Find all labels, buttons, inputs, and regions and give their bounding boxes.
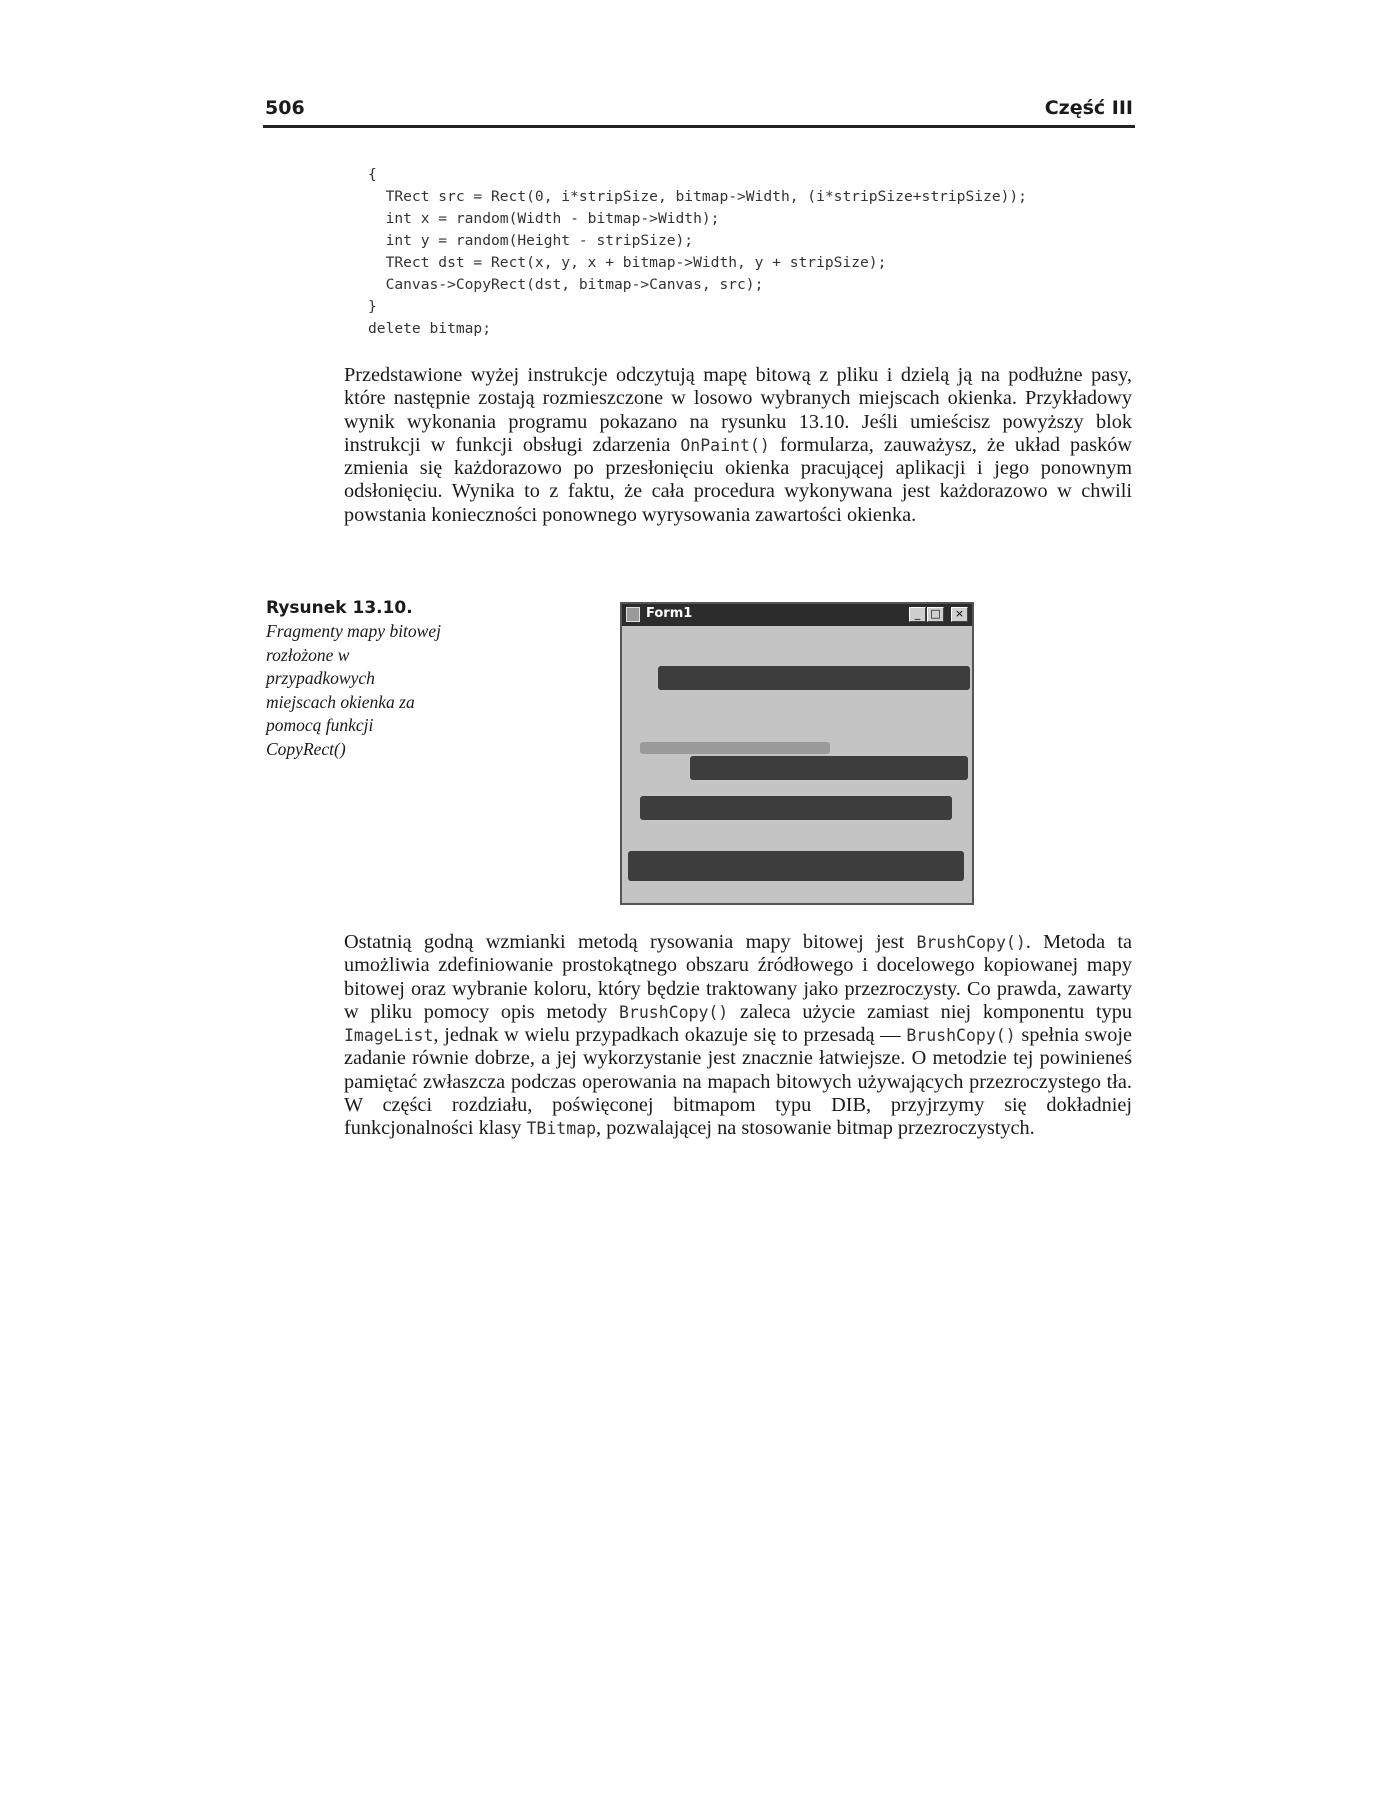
window-client-area — [622, 626, 972, 903]
code-line: int x = random(Width - bitmap->Width); — [368, 210, 720, 227]
text-run: Przedstawione wyżej instrukcje odczytują mapę bitową z pliku i dzielą ją na podłużne pasy, które następnie zostają rozmieszczone w losowo wybranych miejscach okienka. Przykładowy wynik wykonania programu pokazano na rysunku 13.10. Jeśli umieścisz powyższy blok instrukcji w funkcji obsługi zdarzenia — [344, 364, 1132, 456]
text-run: , pozwalającej na stosowanie bitmap przezroczystych. — [596, 1117, 1035, 1140]
inline-code: OnPaint() — [680, 435, 770, 455]
figure-label: Rysunek 13.10. — [266, 598, 413, 618]
bitmap-strip — [658, 666, 970, 690]
code-line: { — [368, 166, 377, 183]
text-run: formularza, zauważysz, że układ pasków zmienia się każdorazowo po przesłonięciu okienka pracującej aplikacji i jego ponownym odsłonięciu. Wynika to z faktu, że cała procedura wykonywana jest każdorazowo w chwili powstania konieczności ponownego wyrysowania zawartości okienka. — [344, 433, 1132, 526]
code-line: TRect src = Rect(0, i*stripSize, bitmap->Width, (i*stripSize+stripSize)); — [368, 188, 1027, 205]
maximize-icon: □ — [927, 607, 944, 622]
close-icon: × — [951, 607, 968, 622]
code-line: } — [368, 298, 377, 315]
figure-caption — [266, 597, 441, 761]
part-title: Część III — [1044, 97, 1133, 119]
code-line: delete bitmap; — [368, 320, 492, 337]
app-icon — [626, 607, 640, 622]
paragraph-1 — [344, 364, 1132, 527]
bitmap-strip — [640, 742, 830, 754]
minimize-icon: _ — [909, 607, 926, 622]
form1-window-screenshot — [620, 602, 974, 905]
inline-code: BrushCopy() — [906, 1026, 1016, 1046]
code-line: Canvas->CopyRect(dst, bitmap->Canvas, src); — [368, 276, 764, 293]
inline-code: TBitmap — [526, 1119, 597, 1139]
page-header — [263, 95, 1135, 128]
inline-code: ImageList — [344, 1026, 434, 1046]
code-line: TRect dst = Rect(x, y, x + bitmap->Width, y + stripSize); — [368, 254, 887, 271]
figure-caption-text: Fragmenty mapy bitowej rozłożone w przypadkowych miejscach okienka za pomocą funkcji CopyRect() — [266, 621, 441, 759]
window-title: Form1 — [646, 606, 693, 621]
text-run: . Metoda ta umożliwia zdefiniowanie prostokątnego obszaru źródłowego i docelowego kopiowanej mapy bitowej oraz wybranie koloru, który będzie traktowany jako przezroczysty. Co prawda, zawarty w pliku pomocy opis metody — [344, 931, 1132, 1023]
text-run: , jednak w wielu przypadkach okazuje się to przesadą — — [433, 1024, 907, 1047]
window-titlebar — [622, 604, 972, 626]
code-listing — [368, 164, 1027, 340]
text-run: spełnia swoje zadanie równie dobrze, a jej wykorzystanie jest znacznie łatwiejsze. O metodzie tej powinieneś pamiętać zwłaszcza podczas operowania na mapach bitowych używających przezroczystego tła. W części rozdziału, poświęconej bitmapom typu DIB, przyjrzymy się dokładniej funkcjonalności klasy — [344, 1024, 1132, 1140]
text-run: zaleca użycie zamiast niej komponentu typu — [728, 1000, 1132, 1023]
text-run: Ostatnią godną wzmianki metodą rysowania mapy bitowej jest — [344, 931, 917, 953]
page-number: 506 — [265, 97, 305, 119]
code-line: int y = random(Height - stripSize); — [368, 232, 694, 249]
bitmap-strip — [628, 851, 964, 881]
paragraph-2 — [344, 931, 1132, 1141]
bitmap-strip — [690, 756, 968, 780]
inline-code: BrushCopy() — [618, 1002, 729, 1022]
inline-code: BrushCopy() — [916, 933, 1026, 952]
bitmap-strip — [640, 796, 952, 820]
